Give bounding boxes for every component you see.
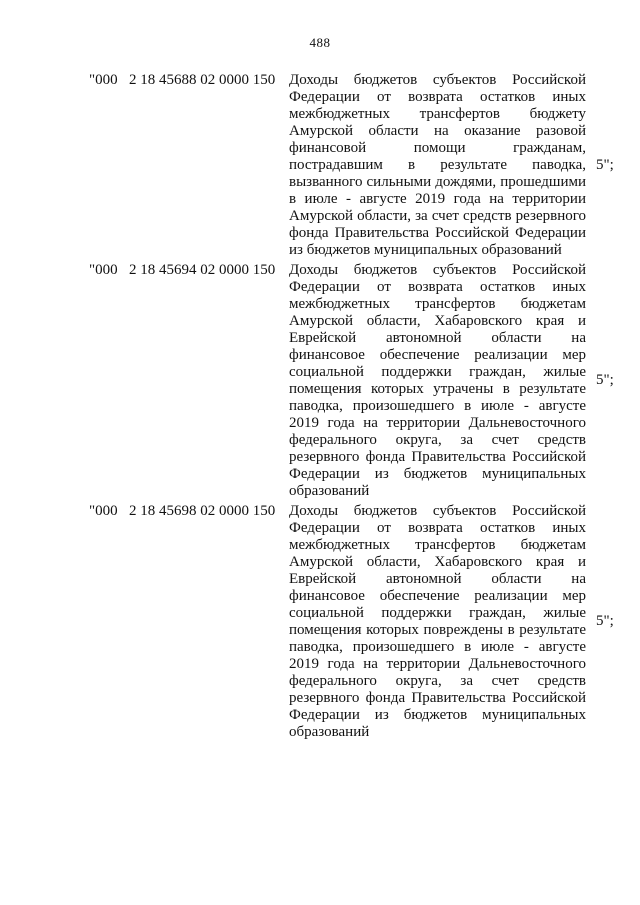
description-line: помещения которых утрачены в результате bbox=[289, 381, 586, 397]
description-line: пострадавшим в результате паводка, bbox=[289, 157, 586, 173]
description-line: межбюджетных трансфертов бюджетам bbox=[289, 537, 586, 553]
description-line: финансовое обеспечение реализации мер bbox=[289, 347, 586, 363]
amount-value: 5"; bbox=[596, 372, 614, 388]
description-line: межбюджетных трансфертов бюджету bbox=[289, 106, 586, 122]
description-line: Федерации из бюджетов муниципальных bbox=[289, 466, 586, 482]
description-line: межбюджетных трансфертов бюджетам bbox=[289, 296, 586, 312]
description-line: резервного фонда Правительства Российской bbox=[289, 449, 586, 465]
description-line: Федерации от возврата остатков иных bbox=[289, 279, 586, 295]
budget-classification-code: 2 18 45694 02 0000 150 bbox=[129, 262, 276, 278]
revenue-description bbox=[289, 262, 586, 500]
description-line: финансовое обеспечение реализации мер bbox=[289, 588, 586, 604]
description-line: образований bbox=[289, 724, 370, 740]
description-line: 2019 года на территории Дальневосточного bbox=[289, 415, 586, 431]
description-line: социальной поддержки граждан, жилые bbox=[289, 364, 586, 380]
description-line: вызванного сильными дождями, прошедшими bbox=[289, 174, 586, 190]
row-prefix: "000 bbox=[89, 262, 118, 278]
description-line: Амурской области на оказание разовой bbox=[289, 123, 586, 139]
description-line: Федерации от возврата остатков иных bbox=[289, 89, 586, 105]
revenue-description bbox=[289, 72, 586, 259]
description-line: Федерации из бюджетов муниципальных bbox=[289, 707, 586, 723]
page-number: 488 bbox=[309, 35, 331, 50]
row-prefix: "000 bbox=[89, 503, 118, 519]
description-line: 2019 года на территории Дальневосточного bbox=[289, 656, 586, 672]
description-line: Амурской области, за счет средств резервного bbox=[289, 208, 586, 224]
description-line: из бюджетов муниципальных образований bbox=[289, 242, 562, 258]
description-line: в июле - августе 2019 года на территории bbox=[289, 191, 586, 207]
amount-value: 5"; bbox=[596, 613, 614, 629]
description-line: Еврейской автономной области на bbox=[289, 330, 586, 346]
description-line: Федерации от возврата остатков иных bbox=[289, 520, 586, 536]
description-line: Амурской области, Хабаровского края и bbox=[289, 313, 586, 329]
amount-value: 5"; bbox=[596, 157, 614, 173]
description-line: финансовой помощи гражданам, bbox=[289, 140, 586, 156]
description-line: помещения которых повреждены в результате bbox=[289, 622, 586, 638]
description-line: социальной поддержки граждан, жилые bbox=[289, 605, 586, 621]
description-line: Доходы бюджетов субъектов Российской bbox=[289, 262, 586, 278]
description-line: паводка, произошедшего в июле - августе bbox=[289, 398, 586, 414]
description-line: Доходы бюджетов субъектов Российской bbox=[289, 72, 586, 88]
description-line: резервного фонда Правительства Российской bbox=[289, 690, 586, 706]
row-prefix: "000 bbox=[89, 72, 118, 88]
budget-classification-code: 2 18 45698 02 0000 150 bbox=[129, 503, 276, 519]
description-line: Амурской области, Хабаровского края и bbox=[289, 554, 586, 570]
description-line: федерального округа, за счет средств bbox=[289, 673, 586, 689]
budget-classification-code: 2 18 45688 02 0000 150 bbox=[129, 72, 276, 88]
description-line: Еврейской автономной области на bbox=[289, 571, 586, 587]
revenue-description bbox=[289, 503, 586, 741]
description-line: паводка, произошедшего в июле - августе bbox=[289, 639, 586, 655]
description-line: федерального округа, за счет средств bbox=[289, 432, 586, 448]
description-line: фонда Правительства Российской Федерации bbox=[289, 225, 586, 241]
description-line: Доходы бюджетов субъектов Российской bbox=[289, 503, 586, 519]
description-line: образований bbox=[289, 483, 370, 499]
